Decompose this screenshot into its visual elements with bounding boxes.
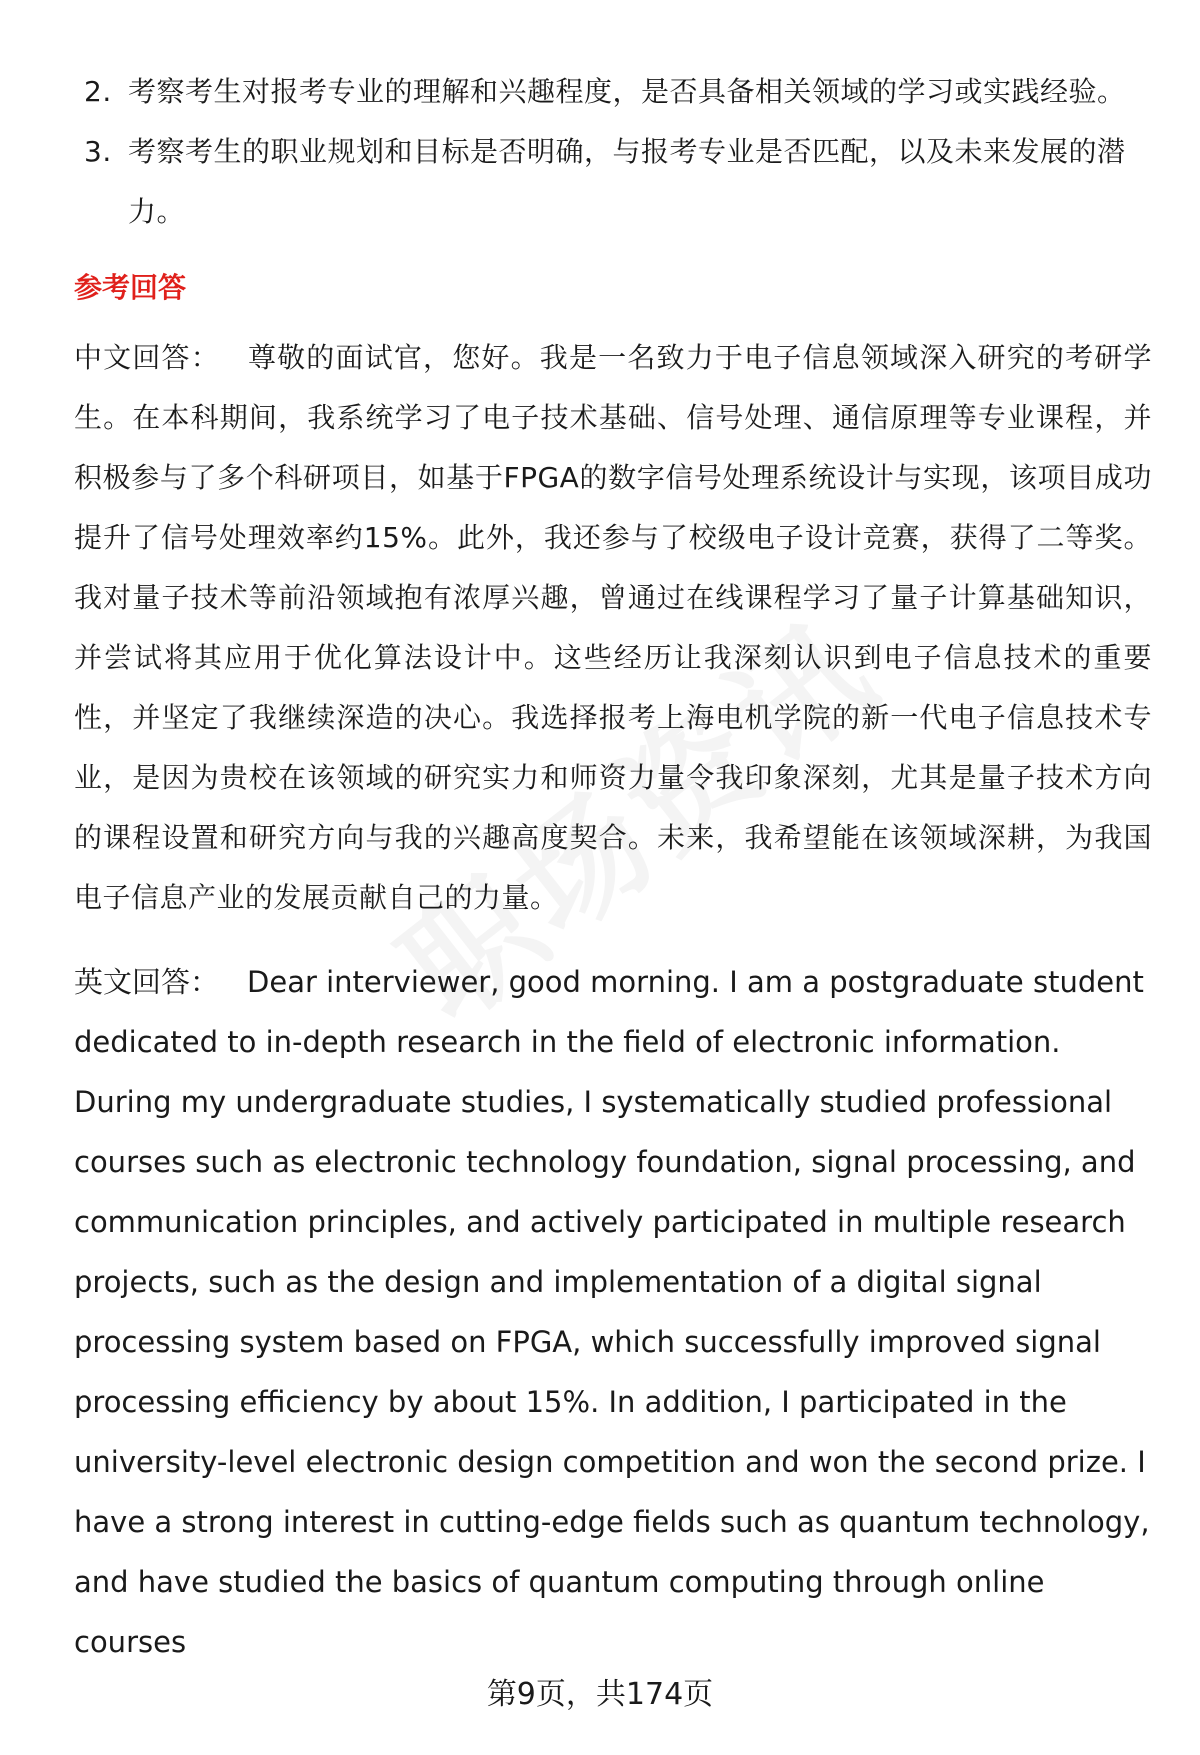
chinese-answer-label: 中文回答： [74,341,220,374]
list-item-number: 2. [84,75,112,108]
list-item-text: 考察考生对报考专业的理解和兴趣程度，是否具备相关领域的学习或实践经验。 [128,75,1126,108]
english-answer-text: Dear interviewer, good morning. I am a postgraduate student dedicated to in-depth research in the field of electronic information. During my undergraduate studies, I systematically studied professional courses such as electronic technology foundation, signal processing, and communication principles, and actively participated in multiple research projects, such as the design and implementation of a digital signal processing system based on FPGA, which successfully improved signal processing efficiency by about 15%. In addition, I participated in the university-level electronic design competition and won the second prize. I have a strong interest in cutting-edge fields such as quantum technology, and have studied the basics of quantum computing through online courses [74,965,1150,1659]
list-item-number: 3. [84,135,112,168]
page-content [74,62,1152,1701]
section-heading: 参考回答 [74,271,187,304]
list-item [74,122,1152,242]
chinese-answer-paragraph [74,328,1152,928]
list-item [74,62,1152,122]
page-footer [0,1665,1200,1725]
chinese-answer-text: 尊敬的面试官，您好。我是一名致力于电子信息领域深入研究的考研学生。在本科期间，我系统学习了电子技术基础、信号处理、通信原理等专业课程，并积极参与了多个科研项目，如基于FPGA的数字信号处理系统设计与实现，该项目成功提升了信号处理效率约15%。此外，我还参与了校级电子设计竞赛，获得了二等奖。我对量子技术等前沿领域抱有浓厚兴趣，曾通过在线课程学习了量子计算基础知识，并尝试将其应用于优化算法设计中。这些经历让我深刻认识到电子信息技术的重要性，并坚定了我继续深造的决心。我选择报考上海电机学院的新一代电子信息技术专业，是因为贵校在该领域的研究实力和师资力量令我印象深刻，尤其是量子技术方向的课程设置和研究方向与我的兴趣高度契合。未来，我希望能在该领域深耕，为我国电子信息产业的发展贡献自己的力量。 [74,341,1152,914]
page-indicator: 第9页，共174页 [486,1677,714,1712]
list-item-text: 考察考生的职业规划和目标是否明确，与报考专业是否匹配，以及未来发展的潜力。 [128,135,1126,228]
english-answer-paragraph [74,952,1152,1672]
english-answer-label: 英文回答： [74,965,220,999]
